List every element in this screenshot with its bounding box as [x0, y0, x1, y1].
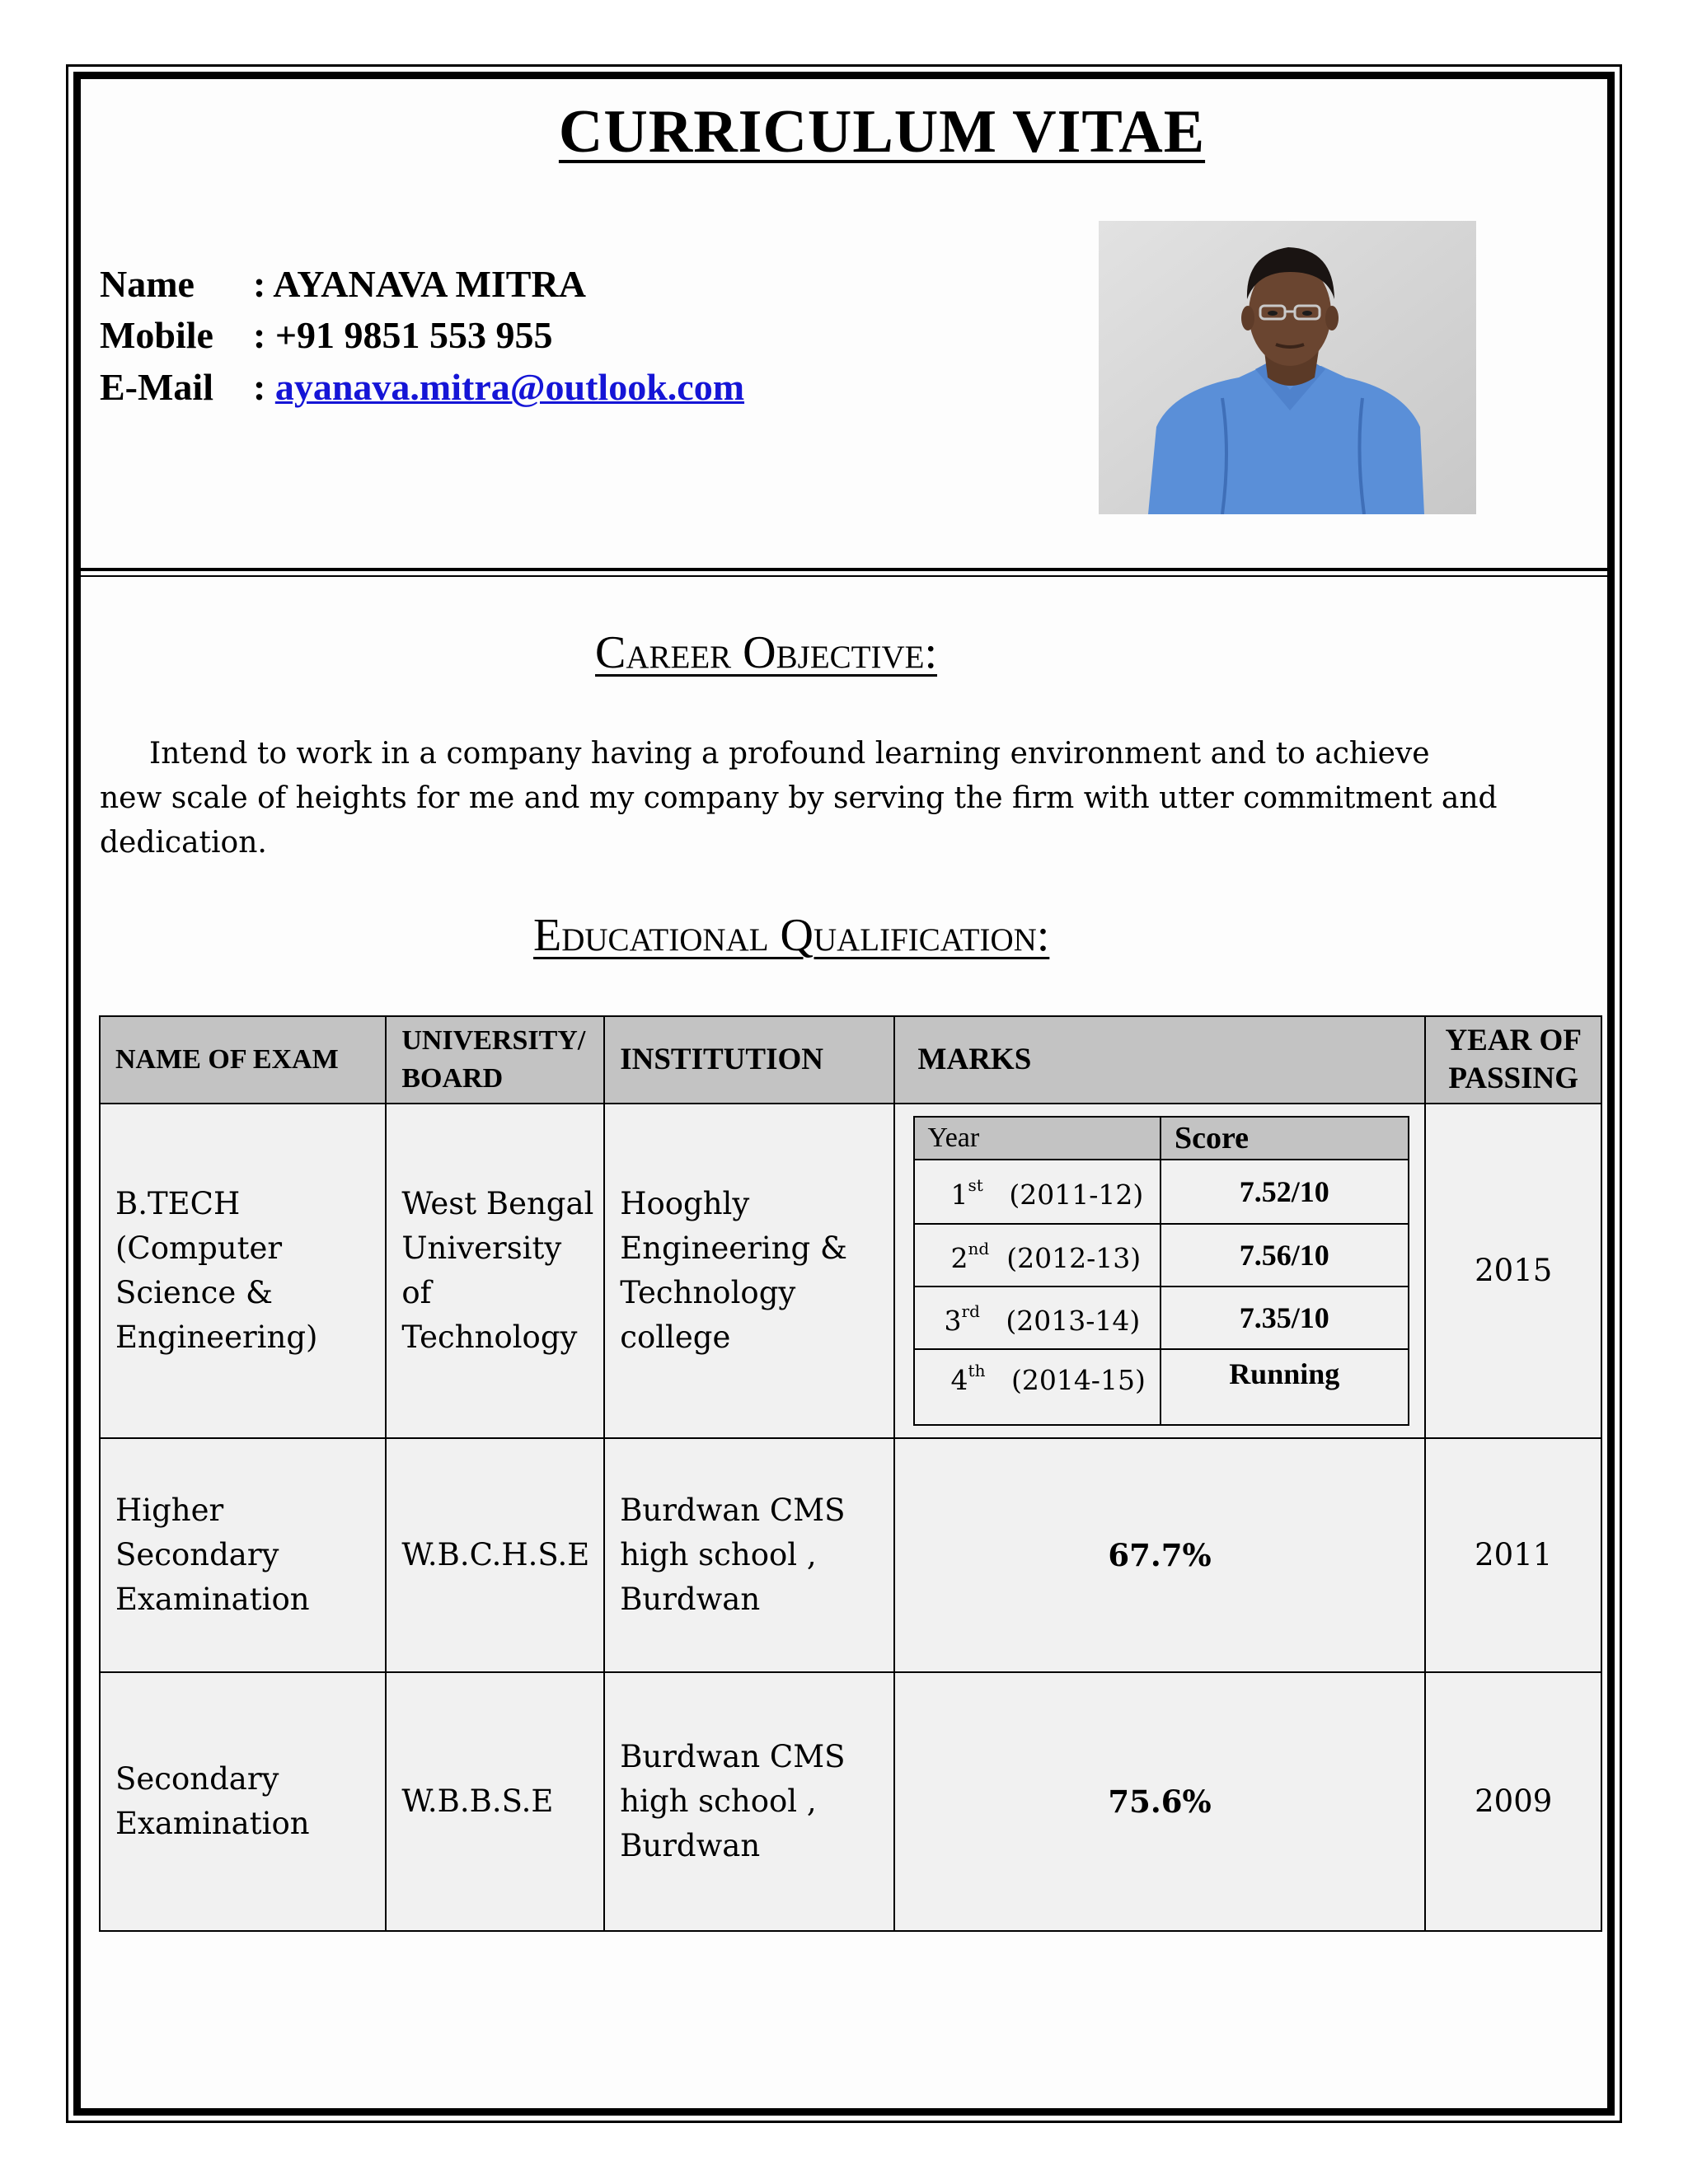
- email-prefix: :: [253, 366, 275, 408]
- marks-year-cell: [914, 1349, 1160, 1425]
- col-header-institution: INSTITUTION: [604, 1016, 893, 1104]
- board-cell: West Bengal University of Technology: [386, 1104, 604, 1438]
- semester-marks-table: [913, 1116, 1409, 1426]
- marks-year-cell: [914, 1286, 1160, 1349]
- board-cell: W.B.C.H.S.E: [386, 1438, 604, 1672]
- year-ordinal: 3: [944, 1305, 962, 1337]
- career-objective-body: Intend to work in a company having a profound learning environment and to achieve new scale of heights for me and my company by serving the firm with utter commitment and dedication.: [100, 737, 1498, 860]
- year-ordinal-suffix: st: [968, 1175, 983, 1195]
- marks-cell: 75.6%: [894, 1672, 1426, 1931]
- education-table: [99, 1015, 1602, 1932]
- year-session: (2014-15): [1010, 1364, 1146, 1396]
- exam-cell: Secondary Examination: [100, 1672, 386, 1931]
- col-header-marks: MARKS: [894, 1016, 1426, 1104]
- email-link[interactable]: ayanava.mitra@outlook.com: [274, 366, 745, 408]
- marks-year-cell: [914, 1160, 1160, 1224]
- mobile-value: : +91 9851 553 955: [253, 314, 553, 356]
- year-cell: 2009: [1425, 1672, 1601, 1931]
- marks-year-header: Year: [914, 1117, 1160, 1160]
- year-ordinal: 2: [950, 1242, 968, 1274]
- table-row: [100, 1438, 1601, 1672]
- year-ordinal-suffix: rd: [961, 1301, 980, 1321]
- email-label: E-Mail: [100, 366, 213, 408]
- col-header-year: YEAR OF PASSING: [1425, 1016, 1601, 1104]
- year-session: (2013-14): [1006, 1305, 1141, 1337]
- marks-score-cell: 7.52/10: [1160, 1160, 1409, 1224]
- marks-row: [914, 1224, 1409, 1286]
- marks-header-row: [914, 1117, 1409, 1160]
- header-divider-thin: [81, 575, 1607, 577]
- marks-row: [914, 1349, 1409, 1425]
- year-session: (2012-13): [1006, 1242, 1142, 1274]
- marks-score-header: Score: [1160, 1117, 1409, 1160]
- year-ordinal: 1: [950, 1179, 968, 1211]
- name-label: Name: [100, 263, 195, 305]
- header-divider: [81, 568, 1607, 571]
- profile-photo: [1099, 221, 1476, 514]
- year-cell: 2015: [1425, 1104, 1601, 1438]
- document-title: CURRICULUM VITAE: [558, 98, 1206, 166]
- email-value-wrap: [253, 365, 744, 409]
- institution-cell: Hooghly Engineering & Technology college: [604, 1104, 893, 1438]
- career-objective-text: [100, 732, 1501, 865]
- exam-cell: B.TECH (Computer Science & Engineering): [100, 1104, 386, 1438]
- year-cell: 2011: [1425, 1438, 1601, 1672]
- col-header-exam: NAME OF EXAM: [100, 1016, 386, 1104]
- year-ordinal-suffix: nd: [968, 1239, 990, 1258]
- institution-cell: Burdwan CMS high school , Burdwan: [604, 1438, 893, 1672]
- table-header-row: [100, 1016, 1601, 1104]
- mobile-label: Mobile: [100, 314, 213, 356]
- marks-cell: [894, 1104, 1426, 1438]
- marks-row: [914, 1286, 1409, 1349]
- marks-score-cell: Running: [1160, 1349, 1409, 1425]
- institution-cell: Burdwan CMS high school , Burdwan: [604, 1672, 893, 1931]
- year-ordinal: 4: [950, 1364, 968, 1396]
- table-row: [100, 1104, 1601, 1438]
- year-session: (2011-12): [1009, 1179, 1144, 1211]
- marks-year-cell: [914, 1224, 1160, 1286]
- exam-cell: Higher Secondary Examination: [100, 1438, 386, 1672]
- year-ordinal-suffix: th: [968, 1361, 986, 1380]
- marks-score-cell: 7.56/10: [1160, 1224, 1409, 1286]
- career-objective-heading: Career Objective:: [595, 627, 938, 678]
- col-header-board: UNIVERSITY/ BOARD: [386, 1016, 604, 1104]
- marks-score-cell: 7.35/10: [1160, 1286, 1409, 1349]
- name-value: : AYANAVA MITRA: [253, 263, 586, 305]
- marks-row: [914, 1160, 1409, 1224]
- table-row: [100, 1672, 1601, 1931]
- board-cell: W.B.B.S.E: [386, 1672, 604, 1931]
- education-heading: Educational Qualification:: [533, 910, 1050, 961]
- marks-cell: 67.7%: [894, 1438, 1426, 1672]
